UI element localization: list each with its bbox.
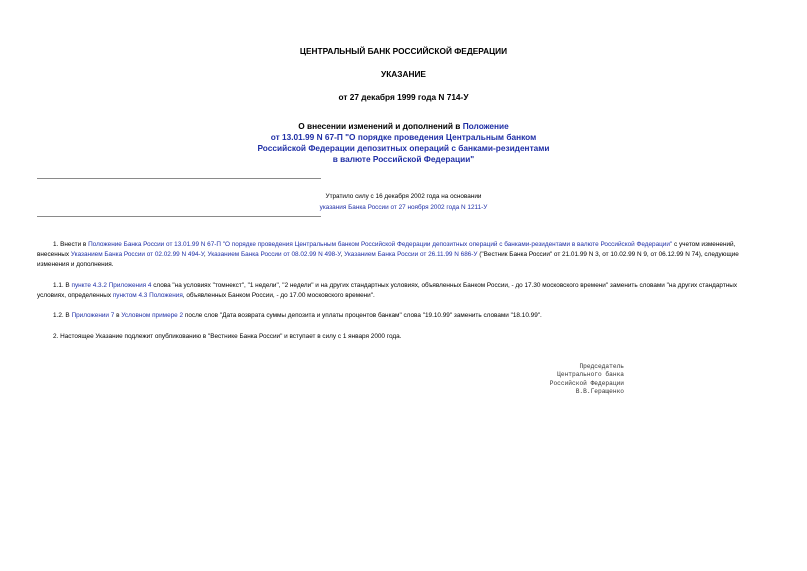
signature-block <box>420 363 624 396</box>
p1-link-regulation[interactable]: Положение Банка России от 13.01.99 N 67-П "О порядке проведения Центральным банком Российской Федерации депозитных операций с банками-резидентами в валюте Российской Федерации" <box>88 241 673 248</box>
p12-link-example-2[interactable]: Условном примере 2 <box>121 312 184 319</box>
title-line-3 <box>0 143 807 154</box>
title-link-regulation[interactable]: Положение <box>462 121 509 131</box>
signature-country: Российской Федерации <box>549 379 624 387</box>
p11-link-clause-4-3-2[interactable]: пункте 4.3.2 <box>71 282 107 289</box>
paragraph-1 <box>37 240 767 270</box>
divider-bottom <box>37 216 321 217</box>
title-text: О внесении изменений и дополнений в <box>298 121 463 131</box>
p1-text-a: 1. Внести в <box>53 241 89 248</box>
title-link-regulation-subject[interactable]: Российской Федерации депозитных операций с банками-резидентами <box>257 143 550 153</box>
divider-top <box>37 178 321 179</box>
document-title <box>0 121 807 165</box>
p12-text-b: в <box>114 312 122 319</box>
status-text: Утратило силу с 16 декабря 2002 года на основании <box>325 193 482 200</box>
signature-position: Председатель <box>579 363 624 370</box>
p1-link-instruction-494[interactable]: Указанием Банка России от 02.02.99 N 494-У <box>70 251 204 258</box>
document-type-heading: УКАЗАНИЕ <box>381 69 426 79</box>
p1-text-e: ("Вестник Банка России" от 21.01.99 N 3, от 10.02.99 N 9, от 06.12.99 N 74), следующие изменения и дополнения. <box>37 251 739 268</box>
title-link-regulation-date[interactable]: от 13.01.99 N 67-П "О порядке проведения Центральным банком <box>270 132 537 142</box>
paragraph-1-2 <box>37 311 767 321</box>
p11-text-d: , объявленных Банком России, - до 17.00 московского времени". <box>182 292 375 299</box>
document-date-heading: от 27 декабря 1999 года N 714-У <box>338 92 469 102</box>
p1-text-b: с учетом изменений, внесенных <box>37 241 736 258</box>
title-line-1 <box>0 121 807 132</box>
p1-text-d: , <box>340 251 345 258</box>
p1-link-instruction-686[interactable]: Указанием Банка России от 26.11.99 N 686-У <box>344 251 478 258</box>
title-link-regulation-currency[interactable]: в валюте Российской Федерации" <box>332 154 475 164</box>
status-link-repeal[interactable]: указания Банка России от 27 ноября 2002 года N 1211-У <box>319 204 488 211</box>
p12-link-appendix-7[interactable]: Приложении 7 <box>71 312 115 319</box>
paragraph-2: 2. Настоящее Указание подлежит опубликованию в "Вестнике Банка России" и вступает в силу с 1 января 2000 года. <box>53 333 402 340</box>
p12-text-c: после слов "Дата возврата суммы депозита и уплаты процентов банкам" слова "19.10.99" заменить словами "18.10.99". <box>183 312 542 319</box>
status-note <box>0 191 807 213</box>
title-line-4 <box>0 154 807 165</box>
p11-link-clause-4-3[interactable]: пунктом 4.3 Положения <box>112 292 183 299</box>
p11-text-c: слова "на условиях "томнекст", "1 недели", "2 недели" и на других стандартных условиях, объявленных Банком России, - до 17.30 московского времени" заменить словами "на других стандартных условиях, определенных <box>37 282 738 299</box>
paragraph-1-1 <box>37 281 767 301</box>
p12-text-a: 1.2. В <box>53 312 72 319</box>
p11-text-a: 1.1. В <box>53 282 72 289</box>
p11-link-appendix-4[interactable]: Приложения 4 <box>108 282 152 289</box>
title-line-2 <box>0 132 807 143</box>
signature-name: В.В.Геращенко <box>575 387 624 395</box>
issuer-heading: ЦЕНТРАЛЬНЫЙ БАНК РОССИЙСКОЙ ФЕДЕРАЦИИ <box>299 46 508 56</box>
signature-organization: Центрального банка <box>557 371 624 379</box>
p1-link-instruction-498[interactable]: Указанием Банка России от 08.02.99 N 498-У <box>207 251 341 258</box>
p1-text-c: , <box>203 251 208 258</box>
